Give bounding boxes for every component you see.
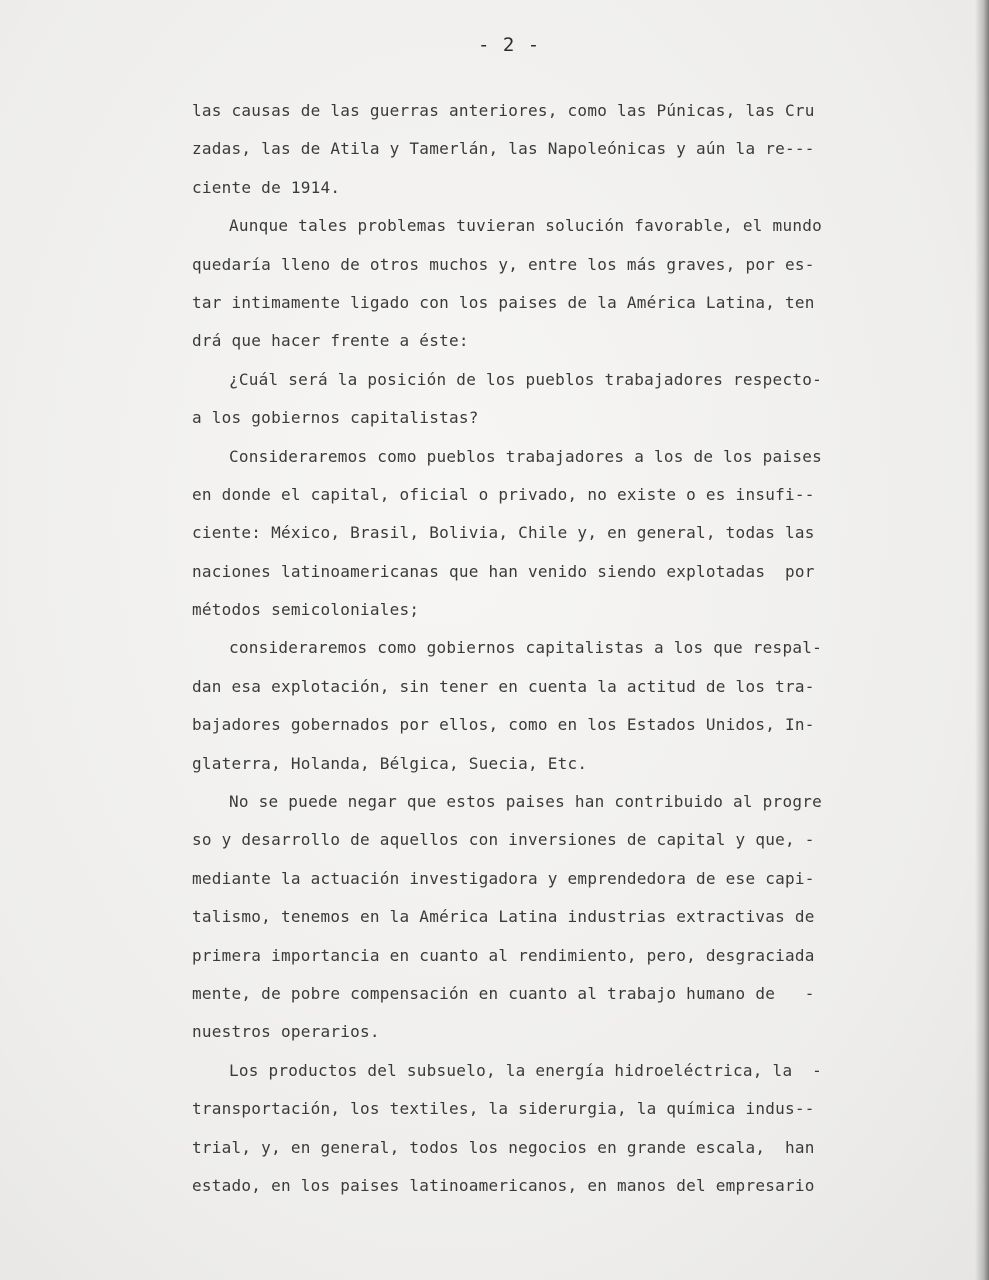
text-line: Aunque tales problemas tuvieran solución favorable, el mundo bbox=[229, 216, 822, 236]
text-line: naciones latinoamericanas que han venido siendo explotadas por bbox=[192, 561, 815, 581]
text-line: ciente: México, Brasil, Bolivia, Chile y, en general, todas las bbox=[192, 523, 815, 543]
text-line: a los gobiernos capitalistas? bbox=[192, 408, 479, 428]
text-line: nuestros operarios. bbox=[192, 1022, 380, 1042]
text-line: trial, y, en general, todos los negocios en grande escala, han bbox=[192, 1137, 815, 1157]
text-line: quedaría lleno de otros muchos y, entre los más graves, por es- bbox=[192, 254, 815, 274]
body-text bbox=[192, 92, 932, 1205]
text-line: transportación, los textiles, la siderurgia, la química indus-- bbox=[192, 1099, 815, 1119]
text-line: glaterra, Holanda, Bélgica, Suecia, Etc. bbox=[192, 753, 588, 773]
text-line: las causas de las guerras anteriores, como las Púnicas, las Cru bbox=[192, 101, 815, 120]
text-line: en donde el capital, oficial o privado, no existe o es insufi-- bbox=[192, 484, 815, 504]
text-line: tar intimamente ligado con los paises de la América Latina, ten bbox=[192, 292, 815, 312]
text-line: mediante la actuación investigadora y emprendedora de ese capi- bbox=[192, 868, 815, 888]
text-line: talismo, tenemos en la América Latina industrias extractivas de bbox=[192, 907, 815, 927]
text-line: métodos semicoloniales; bbox=[192, 600, 420, 620]
text-line: bajadores gobernados por ellos, como en los Estados Unidos, In- bbox=[192, 715, 815, 735]
text-line: zadas, las de Atila y Tamerlán, las Napoleónicas y aún la re--- bbox=[192, 139, 815, 159]
page-number: - 2 - bbox=[478, 34, 541, 56]
text-line: dan esa explotación, sin tener en cuenta la actitud de los tra- bbox=[192, 676, 815, 696]
text-line: ¿Cuál será la posición de los pueblos trabajadores respecto- bbox=[229, 369, 822, 389]
text-line: mente, de pobre compensación en cuanto al trabajo humano de - bbox=[192, 983, 815, 1003]
text-line: drá que hacer frente a éste: bbox=[192, 331, 469, 351]
page-edge-shadow bbox=[975, 0, 989, 1280]
text-line: ciente de 1914. bbox=[192, 177, 341, 197]
text-line: primera importancia en cuanto al rendimiento, pero, desgraciada bbox=[192, 945, 815, 965]
text-line: consideraremos como gobiernos capitalistas a los que respal- bbox=[229, 638, 822, 658]
text-line: Consideraremos como pueblos trabajadores a los de los paises bbox=[229, 446, 822, 466]
text-line: No se puede negar que estos paises han contribuido al progre bbox=[229, 792, 822, 812]
text-line: Los productos del subsuelo, la energía hidroeléctrica, la - bbox=[229, 1060, 822, 1080]
text-line: estado, en los paises latinoamericanos, en manos del empresario bbox=[192, 1175, 815, 1195]
text-line: so y desarrollo de aquellos con inversiones de capital y que, - bbox=[192, 830, 815, 850]
